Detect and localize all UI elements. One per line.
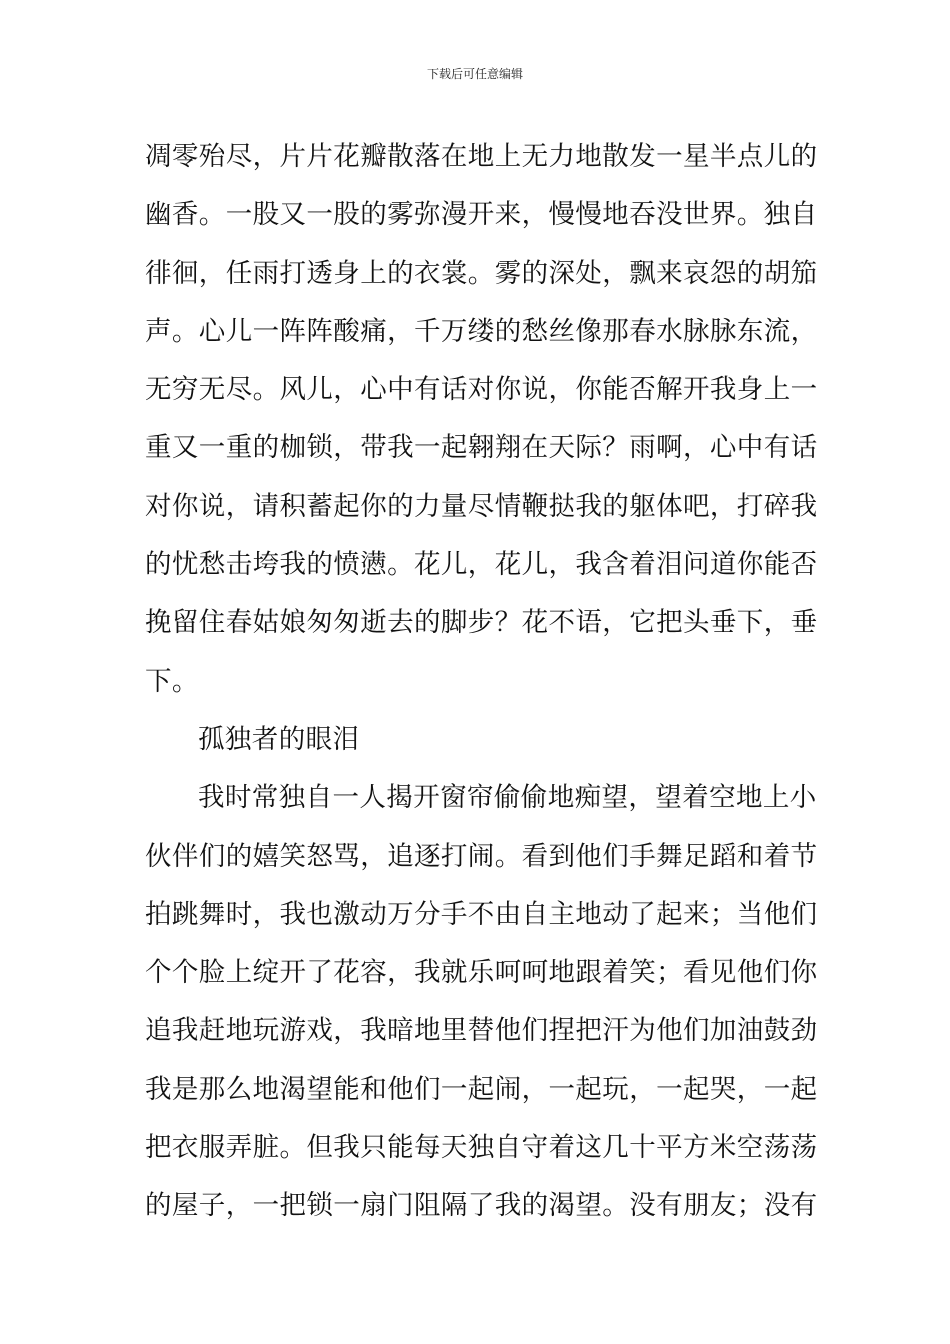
text-line: 我是那么地渴望能和他们一起闹，一起玩，一起哭，一起 xyxy=(145,1073,818,1105)
text-line: 的忧愁击垮我的愤懑。花儿，花儿，我含着泪问道你能否 xyxy=(145,549,818,581)
text-line: 对你说，请积蓄起你的力量尽情鞭挞我的躯体吧，打碎我 xyxy=(145,490,818,522)
text-line: 凋零殆尽，片片花瓣散落在地上无力地散发一星半点儿的 xyxy=(145,141,818,172)
text-line: 幽香。一股又一股的雾弥漫开来，慢慢地吞没世界。独自 xyxy=(145,199,818,231)
text-line: 个个脸上绽开了花容，我就乐呵呵地跟着笑；看见他们你 xyxy=(145,957,818,989)
text-line: 徘徊，任雨打透身上的衣裳。雾的深处，飘来哀怨的胡笳 xyxy=(145,257,818,289)
text-line: 伙伴们的嬉笑怒骂，追逐打闹。看到他们手舞足蹈和着节 xyxy=(145,840,818,872)
text-line: 我时常独自一人揭开窗帘偷偷地痴望，望着空地上小 xyxy=(198,782,817,814)
text-line: 无穷无尽。风儿，心中有话对你说，你能否解开我身上一 xyxy=(145,374,818,406)
section-heading: 孤独者的眼泪 xyxy=(198,723,360,755)
text-line: 追我赶地玩游戏，我暗地里替他们捏把汗为他们加油鼓劲 xyxy=(145,1015,818,1047)
text-line: 声。心儿一阵阵酸痛，千万缕的愁丝像那春水脉脉东流， xyxy=(145,315,818,347)
page-header: 下载后可任意编辑 xyxy=(426,67,523,81)
document-body xyxy=(145,128,818,1236)
text-line: 挽留住春姑娘匆匆逝去的脚步？花不语，它把头垂下，垂 xyxy=(145,607,818,639)
text-line: 下。 xyxy=(145,665,199,697)
text-line: 的屋子，一把锁一扇门阻隔了我的渴望。没有朋友；没有 xyxy=(145,1190,818,1222)
text-line: 拍跳舞时，我也激动万分手不由自主地动了起来；当他们 xyxy=(145,898,818,930)
text-line: 重又一重的枷锁，带我一起翱翔在天际？雨啊，心中有话 xyxy=(145,432,818,464)
text-line: 把衣服弄脏。但我只能每天独自守着这几十平方米空荡荡 xyxy=(145,1132,818,1164)
